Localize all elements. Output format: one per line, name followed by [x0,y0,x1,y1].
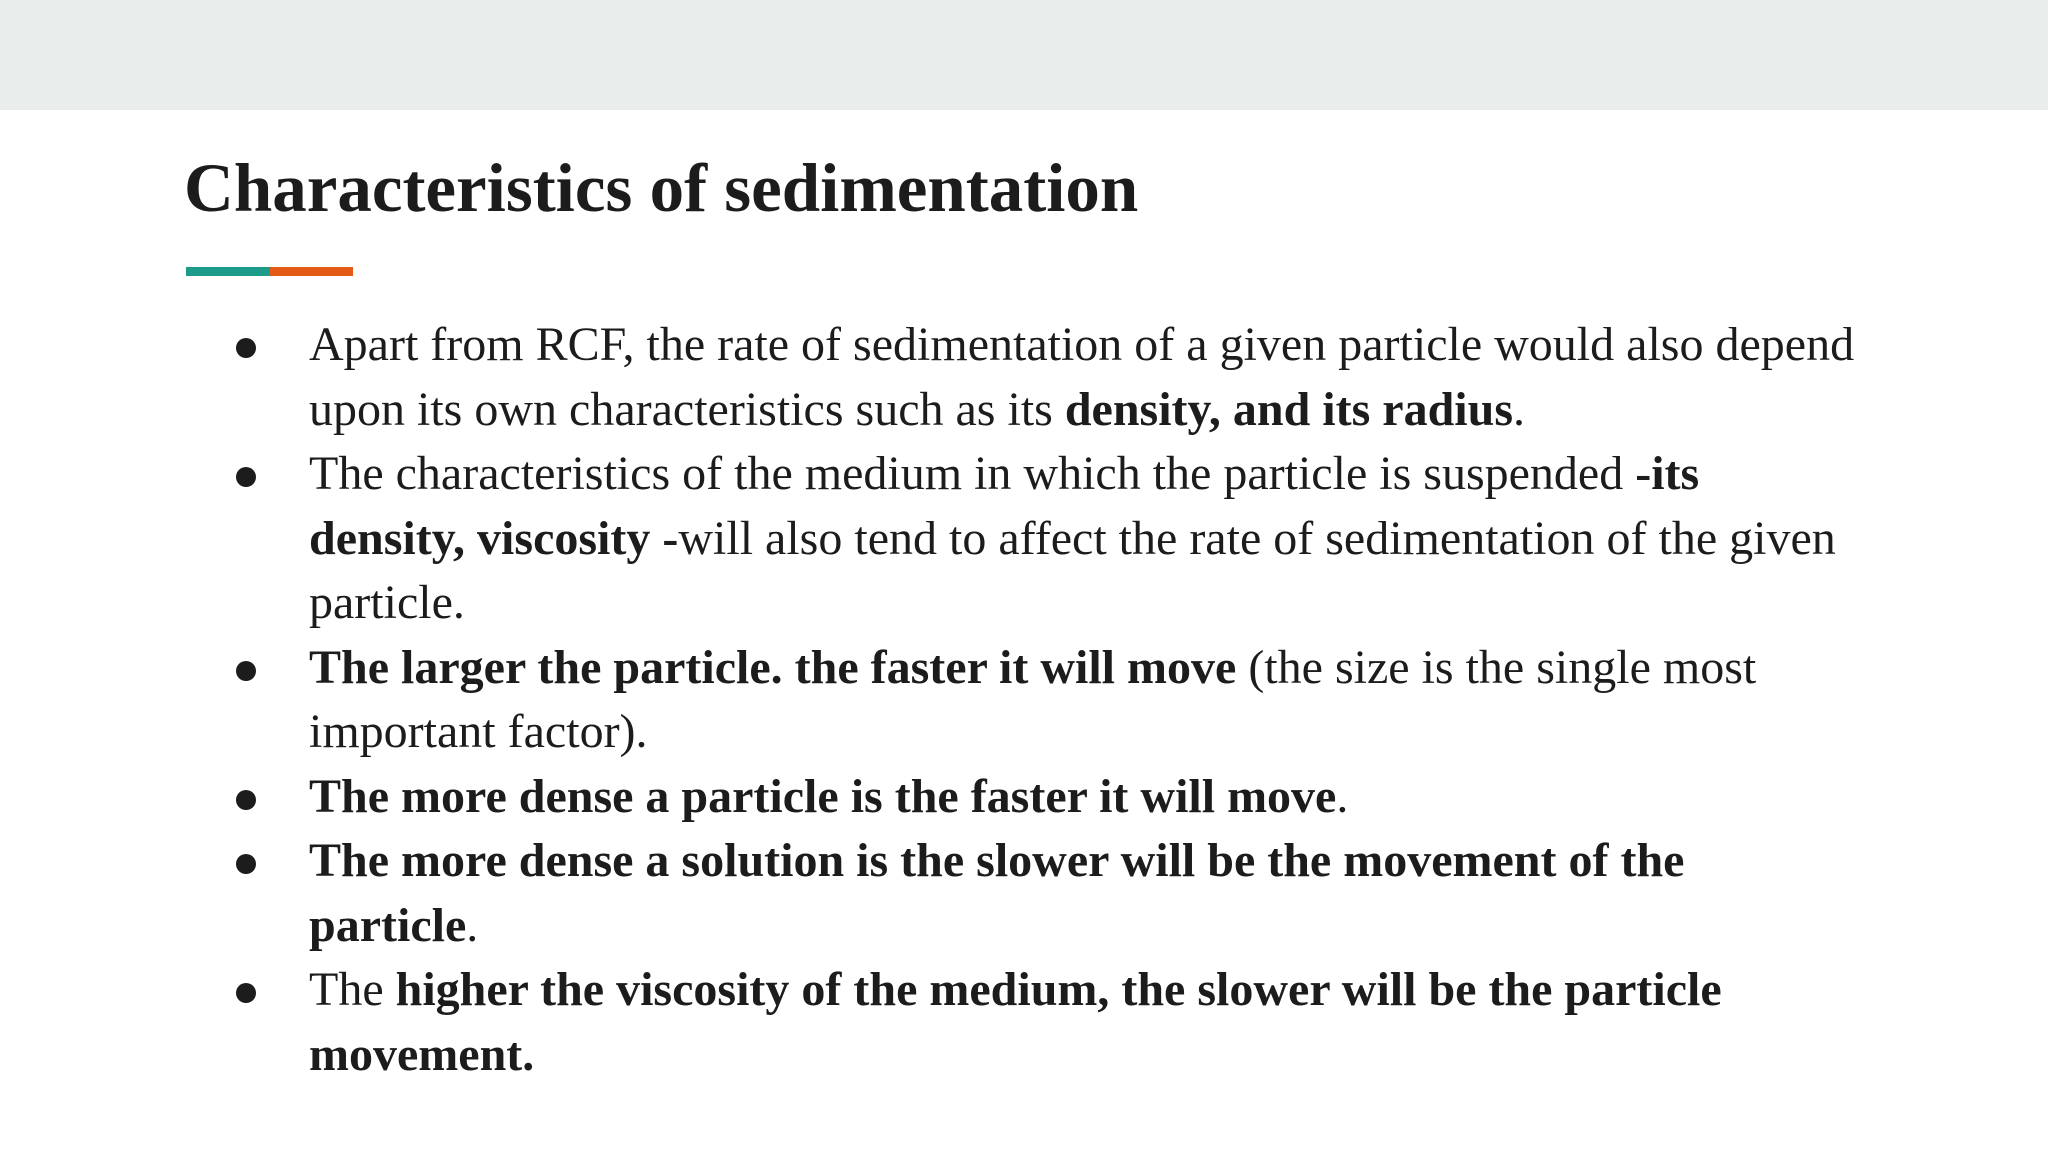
bullet-line [309,765,2032,830]
bullet-bold-text: particle [309,898,467,952]
bullet-dot-icon [236,338,256,358]
bullet-dot-icon [236,467,256,487]
bullet-bold-text: density, and its radius [1064,382,1513,436]
bullet-item-size [232,636,2032,765]
bullet-item-viscosity [232,958,2032,1087]
bullet-line [309,507,2032,572]
slide-title: Characteristics of sedimentation [184,150,1139,226]
bullet-bold-text: density, viscosity - [309,511,679,565]
top-band [0,0,2048,110]
bullet-dot-icon [236,983,256,1003]
bullet-text: will also tend to affect the rate of sedimentation of the given [678,511,1836,565]
bullet-line [309,700,2032,765]
bullet-text: important factor). [309,705,648,758]
bullet-line [309,894,2032,959]
bullet-text: Apart from RCF, the rate of sedimentation of a given particle would also depend [309,318,1855,371]
title-accent-teal [186,267,270,276]
bullet-text: particle. [309,576,465,629]
bullet-bold-text: The larger the particle. the faster it will move [309,640,1237,694]
bullet-item-particle-density [232,765,2032,830]
bullet-text: The [309,963,396,1016]
bullet-line [309,571,2032,636]
title-accent-orange [270,267,353,276]
bullet-bold-text: higher the viscosity of the medium, the slower will be the particle [395,963,1722,1016]
bullet-bold-text: movement. [309,1027,535,1081]
bullet-text: . [1513,382,1525,436]
bullet-line [309,313,2032,378]
bullet-text: . [1336,769,1349,823]
bullet-text: The characteristics of the medium in which the particle is suspended [309,447,1636,500]
bullet-bold-text: -its [1635,447,1700,500]
bullet-line [309,636,2032,701]
bullet-dot-icon [236,790,256,810]
bullet-item-solution-density [232,829,2032,958]
bullet-dot-icon [236,854,256,874]
bullet-text: (the size is the single most [1236,640,1757,694]
bullet-line [309,958,2032,1023]
bullet-text: upon its own characteristics such as its [309,382,1065,436]
bullet-line [309,1023,2032,1088]
bullet-bold-text: The more dense a solution is the slower will be the movement of the [309,834,1685,887]
bullet-line [309,829,2032,894]
bullet-bold-text: The more dense a particle is the faster it will move [309,769,1337,823]
bullet-line [309,378,2032,443]
bullet-list [232,313,2032,1087]
bullet-line [309,442,2032,507]
bullet-item-rcf [232,313,2032,442]
bullet-item-medium [232,442,2032,636]
bullet-text: . [466,898,479,952]
bullet-dot-icon [236,661,256,681]
